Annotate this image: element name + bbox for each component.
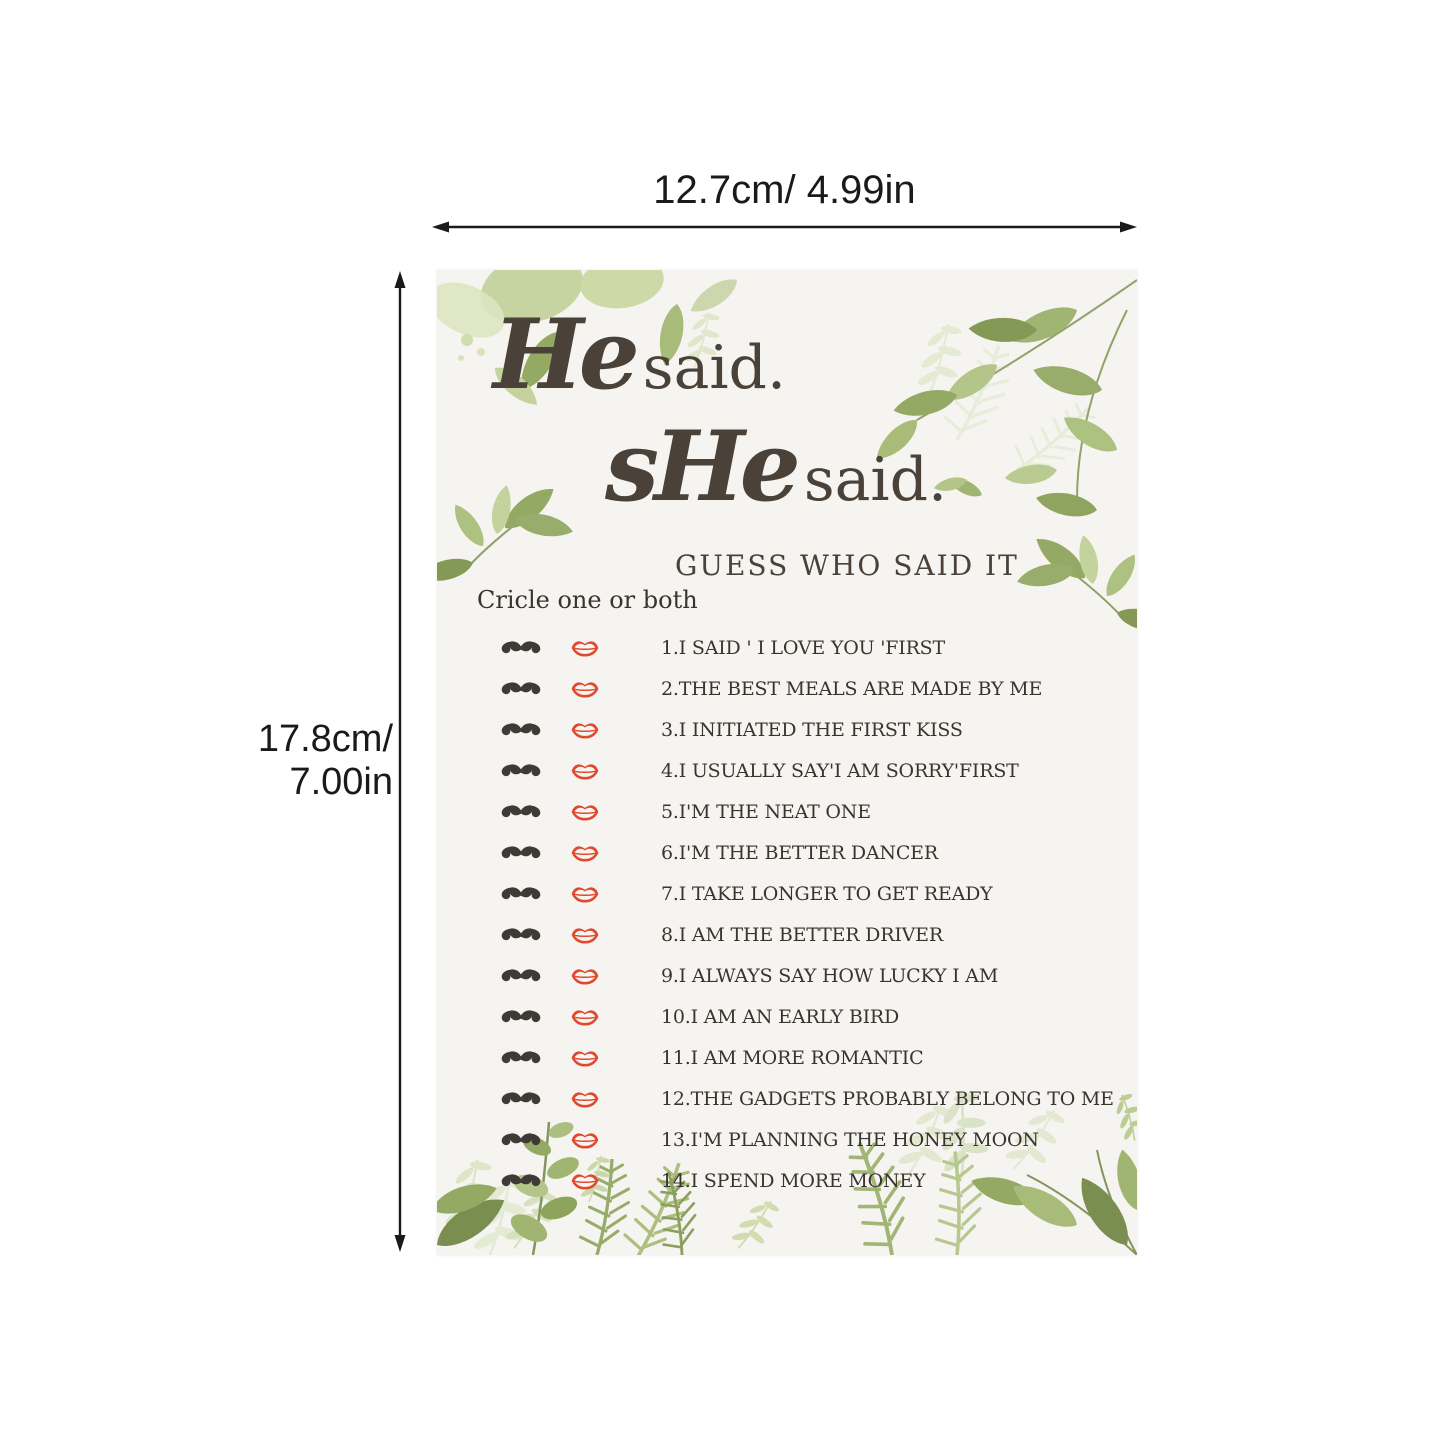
mustache-icon xyxy=(497,721,545,739)
question-text: 2.THE BEST MEALS ARE MADE BY ME xyxy=(661,677,1043,700)
mustache-icon xyxy=(497,1172,545,1190)
question-text: 6.I'M THE BETTER DANCER xyxy=(661,841,938,864)
lips-icon xyxy=(570,801,600,823)
lips-icon xyxy=(570,719,600,741)
question-text: 13.I'M PLANNING THE HONEY MOON xyxy=(661,1128,1039,1151)
lips-icon xyxy=(570,842,600,864)
lips-icon xyxy=(570,1006,600,1028)
mustache-icon xyxy=(497,762,545,780)
game-card xyxy=(437,270,1137,1255)
mustache-icon xyxy=(497,1090,545,1108)
question-row xyxy=(437,627,1137,668)
title-script-she: sHe xyxy=(605,410,796,523)
question-text: 10.I AM AN EARLY BIRD xyxy=(661,1005,900,1028)
mustache-icon xyxy=(497,1131,545,1149)
width-dimension-arrow xyxy=(432,220,1137,234)
lips-icon xyxy=(570,637,600,659)
lips-icon xyxy=(570,965,600,987)
question-text: 5.I'M THE NEAT ONE xyxy=(661,800,871,823)
question-row xyxy=(437,1160,1137,1201)
lips-icon xyxy=(570,924,600,946)
card-subtitle: GUESS WHO SAID IT xyxy=(675,549,1019,582)
mustache-icon xyxy=(497,639,545,657)
instruction-label: Cricle one or both xyxy=(477,586,698,614)
mustache-icon xyxy=(497,967,545,985)
question-row xyxy=(437,791,1137,832)
question-row xyxy=(437,709,1137,750)
lips-icon xyxy=(570,1129,600,1151)
lips-icon xyxy=(570,1088,600,1110)
card-title-line1 xyxy=(493,298,786,411)
title-said-1: said. xyxy=(642,333,787,403)
mustache-icon xyxy=(497,844,545,862)
mustache-icon xyxy=(497,1049,545,1067)
title-said-2: said. xyxy=(803,445,948,515)
question-row xyxy=(437,996,1137,1037)
question-text: 12.THE GADGETS PROBABLY BELONG TO ME xyxy=(661,1087,1114,1110)
mustache-icon xyxy=(497,1008,545,1026)
question-text: 7.I TAKE LONGER TO GET READY xyxy=(661,882,993,905)
question-row xyxy=(437,1078,1137,1119)
question-text: 1.I SAID ' I LOVE YOU 'FIRST xyxy=(661,636,945,659)
question-text: 8.I AM THE BETTER DRIVER xyxy=(661,923,943,946)
lips-icon xyxy=(570,1170,600,1192)
mustache-icon xyxy=(497,926,545,944)
lips-icon xyxy=(570,678,600,700)
question-text: 14.I SPEND MORE MONEY xyxy=(661,1169,926,1192)
question-row xyxy=(437,955,1137,996)
width-dimension xyxy=(432,168,1137,234)
mustache-icon xyxy=(497,803,545,821)
question-row xyxy=(437,1037,1137,1078)
height-dimension xyxy=(393,271,407,1257)
question-text: 3.I INITIATED THE FIRST KISS xyxy=(661,718,963,741)
question-text: 11.I AM MORE ROMANTIC xyxy=(661,1046,924,1069)
question-list xyxy=(437,627,1137,1201)
question-text: 9.I ALWAYS SAY HOW LUCKY I AM xyxy=(661,964,999,987)
question-row xyxy=(437,668,1137,709)
lips-icon xyxy=(570,1047,600,1069)
mustache-icon xyxy=(497,680,545,698)
height-dimension-label: 17.8cm/ 7.00in xyxy=(257,718,393,803)
title-script-he: He xyxy=(493,298,635,411)
width-dimension-label: 12.7cm/ 4.99in xyxy=(653,168,916,212)
height-dimension-arrow xyxy=(393,271,407,1252)
question-row xyxy=(437,750,1137,791)
question-row xyxy=(437,873,1137,914)
question-row xyxy=(437,914,1137,955)
card-title-line2 xyxy=(605,410,947,523)
question-row xyxy=(437,1119,1137,1160)
lips-icon xyxy=(570,883,600,905)
question-row xyxy=(437,832,1137,873)
mustache-icon xyxy=(497,885,545,903)
question-text: 4.I USUALLY SAY'I AM SORRY'FIRST xyxy=(661,759,1019,782)
lips-icon xyxy=(570,760,600,782)
